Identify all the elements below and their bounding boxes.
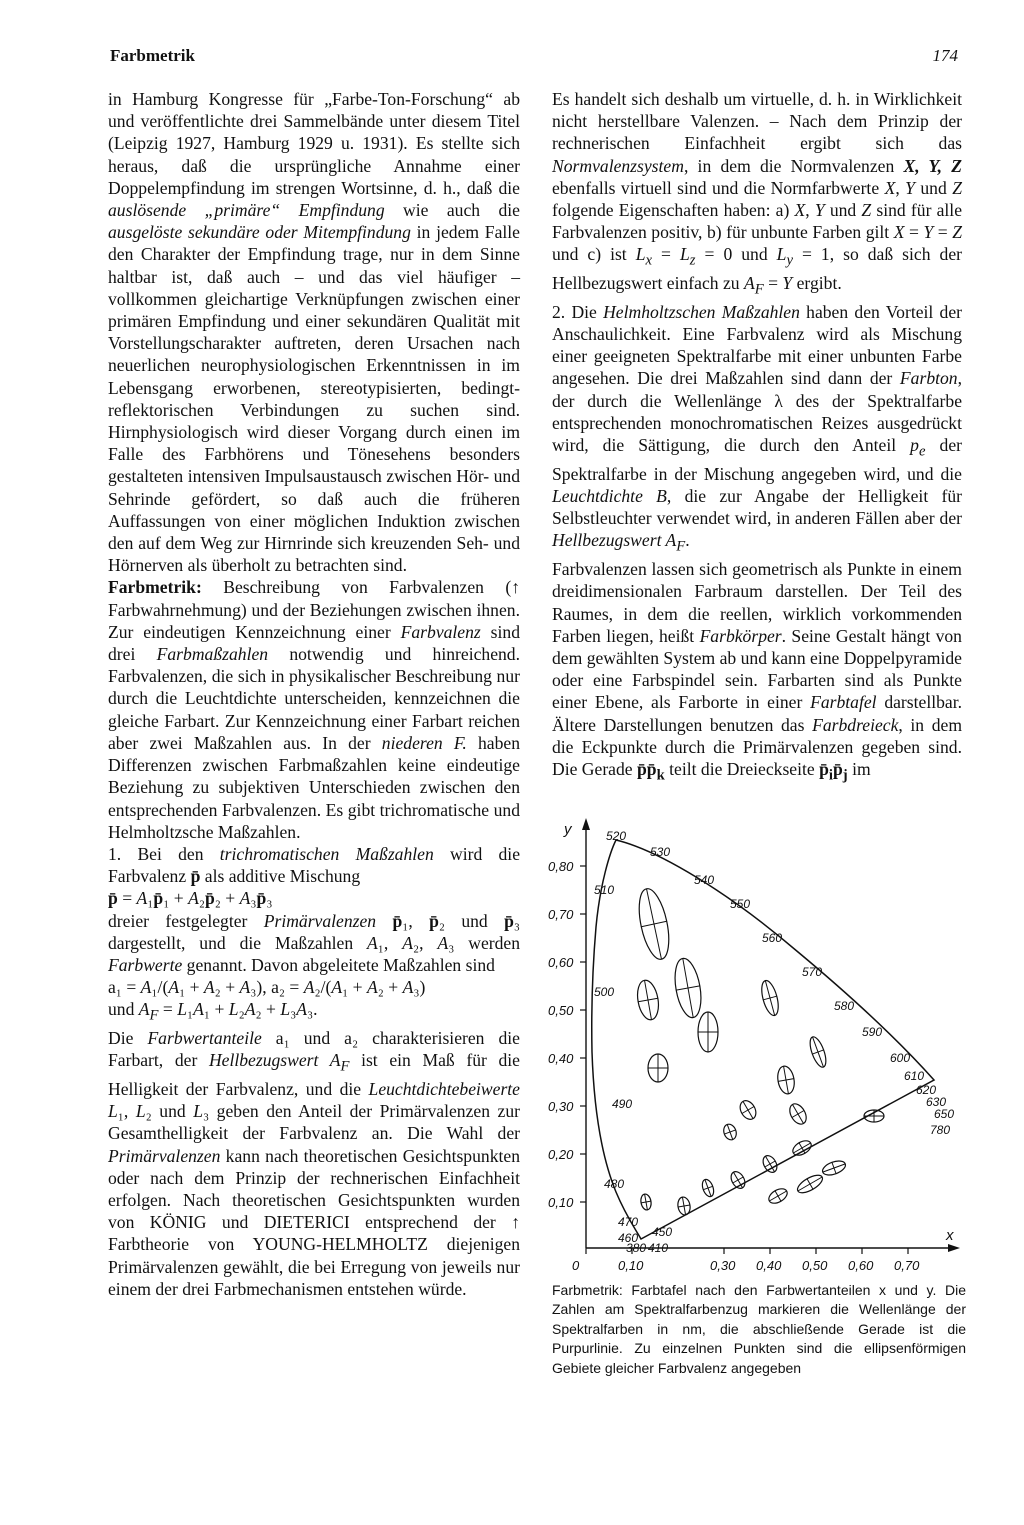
y-tick-label: 0,50 <box>548 1003 574 1018</box>
wavelength-label: 520 <box>606 829 627 843</box>
formula-mixture: p̄ = A₁p̄₁ + A₂p̄₂ + A₃p̄₃ <box>108 888 273 909</box>
wavelength-label: 580 <box>834 999 855 1013</box>
wavelength-label: 500 <box>594 985 615 999</box>
x-tick-label: 0 <box>572 1258 580 1273</box>
wavelength-label: 630 <box>926 1095 947 1109</box>
paragraph-farbmetrik-definition: Farbmetrik: Beschreibung von Farbvalenzen (↑ Farbwahrnehmung) und der Beziehungen zwischen ihnen. Zur eindeutigen Kennzeichnung einer Farbvalenz sind drei Farbmaßzahlen notwendig und hinreichend. Farbvalenzen, die sich in physikalischer Beschreibung nur durch die Leuchtdichte unterscheiden, kennzeichnen die gleiche Farbart. Zur Kennzeichnung einer Farbart reichen aber zwei Maßzahlen aus. In der niederen F. haben Differenzen zwischen Farbmaßzahlen keine eindeutige Beziehung zu subjektiven Unterschieden zwischen den entsprechenden Farbvalenzen. Es gibt trichromatische und Helmholtzsche Maßzahlen. <box>108 577 520 842</box>
ellipse <box>634 886 674 962</box>
wavelength-label: 610 <box>904 1069 925 1083</box>
formula-luminance: und $A_F = L_1A_1 + L_2A_2 + L_3A_3$. <box>108 999 318 1024</box>
ellipse <box>795 1172 825 1196</box>
wavelength-label: 410 <box>648 1241 669 1255</box>
wavelength-label: 380 <box>626 1241 647 1255</box>
ellipse <box>790 1138 813 1158</box>
ellipse <box>821 1158 848 1177</box>
paragraph-farbraum: Farbvalenzen lassen sich geometrisch als Punkte in einem dreidimensionalen Farbraum darstellen. Der Teil des Raumes, in dem die reellen, wirklich vorkommenden Farben liegen, heißt Farbkörper. Seine Gestalt hängt von dem gewählten System ab und kann eine Doppelpyramide oder eine Farbspindel sein. Farbarten sind als Punkte einer Ebene, als Farborte in einer Farbtafel darstellbar. Ältere Darstellungen benutzen das Farbdreieck, in dem die Eckpunkte durch die Primärvalenzen gegeben sind. Die Gerade $p̄p̄_k$ teilt die Dreieckseite $p̄_ip̄_j$ im <box>552 559 963 784</box>
wavelength-label: 450 <box>652 1225 673 1239</box>
ellipse <box>776 1065 797 1095</box>
x-tick-label: 0,10 <box>618 1258 644 1273</box>
ellipse <box>786 1101 809 1127</box>
y-tick-group <box>548 859 586 1210</box>
wavelength-label: 650 <box>934 1107 955 1121</box>
wavelength-label: 510 <box>594 883 615 897</box>
wavelength-label: 620 <box>916 1083 937 1097</box>
x-tick-label: 0,30 <box>710 1258 736 1273</box>
ellipse <box>807 1035 829 1069</box>
ellipse <box>671 956 705 1019</box>
wavelength-label: 780 <box>930 1123 951 1137</box>
page-header <box>110 46 958 72</box>
x-axis-label: x <box>946 1227 954 1244</box>
ellipse <box>648 1054 668 1082</box>
x-tick-label: 0,50 <box>802 1258 828 1273</box>
formula-chromaticity: a₁ = A₁/(A₁ + A₂ + A₃), a₂ = A₂/(A₁ + A₂ + A₃) <box>108 977 426 998</box>
y-axis-label: y <box>564 821 572 838</box>
x-tick-group <box>572 1248 920 1273</box>
y-tick-label: 0,10 <box>548 1195 574 1210</box>
wavelength-label: 460 <box>618 1231 639 1245</box>
wavelength-label: 540 <box>694 873 715 887</box>
page-number: 174 <box>932 46 958 65</box>
wavelength-label: 600 <box>890 1051 911 1065</box>
ellipse <box>766 1186 789 1206</box>
wavelength-label: 470 <box>618 1215 639 1229</box>
ellipse <box>728 1169 747 1191</box>
y-tick-label: 0,80 <box>548 859 574 874</box>
y-axis-arrow <box>582 818 590 830</box>
paragraph-farbwertanteile: Die Farbwertanteile a₁ und a₂ charakterisieren die Farbart, der Hellbezugswert $A_F$ ist ein Maß für die Helligkeit der Farbvalenz, und die Leuchtdichtebeiwerte L₁, L₂ und L₃ geben den Anteil der Primärvalenzen zur Gesamthelligkeit der Farbvalenz an. Die Wahl der Primärvalenzen kann nach theoretischen Gesichtspunkten oder nach dem Prinzip der rechnerischen Einfachheit erfolgen. Nach theoretischen Gesichtspunkten wurden von KÖNIG und DIETERICI entsprechend der ↑ Farbtheorie von YOUNG-HELMHOLTZ diejenigen Primärvalenzen gewählt, die bei Erregung von jeweils nur einem der drei Farbmechanismen entstehen würde. <box>108 1028 520 1299</box>
wavelength-label: 490 <box>612 1097 633 1111</box>
paragraph-primaries: dreier festgelegter Primärvalenzen p̄₁, p̄₂ und p̄₃ dargestellt, und die Maßzahlen A₁, A₂, A₃ werden Farbwerte genannt. Davon abgeleitete Maßzahlen sind <box>108 910 521 975</box>
ellipse <box>760 1153 779 1175</box>
x-tick-label: 0,60 <box>848 1258 874 1273</box>
chromaticity-diagram <box>548 812 968 1302</box>
y-tick-label: 0,40 <box>548 1051 574 1066</box>
paragraph-trichromatic: 1. Bei den trichromatischen Maßzahlen wird die Farbvalenz p̄ als additive Mischung <box>108 843 520 887</box>
ellipse <box>722 1122 739 1141</box>
paragraph-synaesthesia: in Hamburg Kongresse für „Farbe-Ton-Forschung“ ab und veröffentlichte drei Sammelbände unter diesem Titel (Leipzig 1927, Hamburg 1929 u. 1931). Es stellte sich heraus, daß die ursprüngliche Annahme einer Doppelempfindung im strengen Wortsinne, d. h., daß die auslösende „primäre“ Empfindung wie auch die ausgelöste sekundäre oder Mitempfindung in jedem Falle den Charakter der Empfindung trage, nur in dem Sinne haltbar ist, daß auch – und das viel häufiger – vollkommen gleichartige Verknüpfungen zwischen einer primären Empfindung und einer sekundären Qualität mit Vorstellungscharakter auftreten, deren Ursachen nach neuerlichen neurophysiologischen Erkenntnissen in im Lebensgang erworbenen, stereotypisierten, bedingt-reflektorischen Verbindungen zu suchen sind. Hirnphysiologisch wird dieser Vorgang durch einen im Falle des Farbhörens und Tönesehens besonders gestalteten intensiven Impulsaustausch zwischen Hör- und Sehrinde gefördert, so daß auch die früheren Auffassungen von einer möglichen Induktion zwischen den auf dem Weg zur Hirnrinde sich kreuzenden Seh- und Hörnerven als überholt zu betrachten sind. <box>108 89 520 576</box>
wavelength-label: 530 <box>650 845 671 859</box>
y-tick-label: 0,20 <box>548 1147 574 1162</box>
ellipse <box>698 1012 718 1052</box>
left-column <box>108 88 520 1300</box>
ellipse <box>759 979 782 1017</box>
x-tick-label: 0,70 <box>894 1258 920 1273</box>
wavelength-label: 480 <box>604 1177 625 1191</box>
x-tick-label: 0,40 <box>756 1258 782 1273</box>
ellipse <box>635 979 662 1022</box>
wavelength-label: 560 <box>762 931 783 945</box>
ellipse <box>700 1178 716 1198</box>
x-axis-arrow <box>948 1244 960 1252</box>
figure-caption: Farbmetrik: Farbtafel nach den Farbwertanteilen x und y. Die Zahlen am Spektralfarbenzug markieren die Wellenlänge der Spektralfarben in nm, die abschließende Gerade ist die Purpurlinie. Zu einzelnen Punkten sind die ellipsenförmigen Gebiete gleicher Farbvalenz angegeben <box>552 1282 966 1376</box>
ellipse <box>864 1110 884 1122</box>
macadam-ellipses <box>634 886 884 1216</box>
paragraph-helmholtz: 2. Die Helmholtzschen Maßzahlen haben den Vorteil der Anschaulichkeit. Eine Farbvalenz wird als Mischung einer geeigneten Spektralfarbe mit einer unbunten Farbe angesehen. Die drei Maßzahlen sind dann der Farbton, der durch die Wellenlänge λ des der Spektralfarbe entsprechenden monochromatischen Reizes ausgedrückt wird, die Sättigung, die durch den Anteil $p_e$ der Spektralfarbe in der Mischung angegeben wird, und die Leuchtdichte B, die zur Angabe der Helligkeit für Selbstleuchter verwendet wird, in anderen Fällen aber der Hellbezugswert $A_F$. <box>552 301 962 555</box>
ellipse <box>640 1193 653 1210</box>
running-head: Farbmetrik <box>110 46 195 65</box>
ellipse <box>737 1098 759 1122</box>
right-column <box>552 88 962 787</box>
y-tick-label: 0,70 <box>548 907 574 922</box>
wavelength-label: 550 <box>730 897 751 911</box>
y-tick-label: 0,60 <box>548 955 574 970</box>
wavelength-label: 570 <box>802 965 823 979</box>
wavelength-label: 590 <box>862 1025 883 1039</box>
y-tick-label: 0,30 <box>548 1099 574 1114</box>
paragraph-normvalenz: Es handelt sich deshalb um virtuelle, d. h. in Wirklichkeit nicht herstellbare Valenzen. – Nach dem Prinzip der rechnerischen Einfachheit ergibt sich das Normvalenzsystem, in dem die Normvalenzen X, Y, Z ebenfalls virtuell sind und die Normfarbwerte X, Y und Z folgende Eigenschaften haben: a) X, Y und Z sind für alle Farbvalenzen positiv, b) für unbunte Farben gilt X = Y = Z und c) ist $L_x = L_z = 0$ und $L_y = 1$, so daß sich der Hellbezugswert einfach zu $A_F = Y$ ergibt. <box>552 89 963 298</box>
